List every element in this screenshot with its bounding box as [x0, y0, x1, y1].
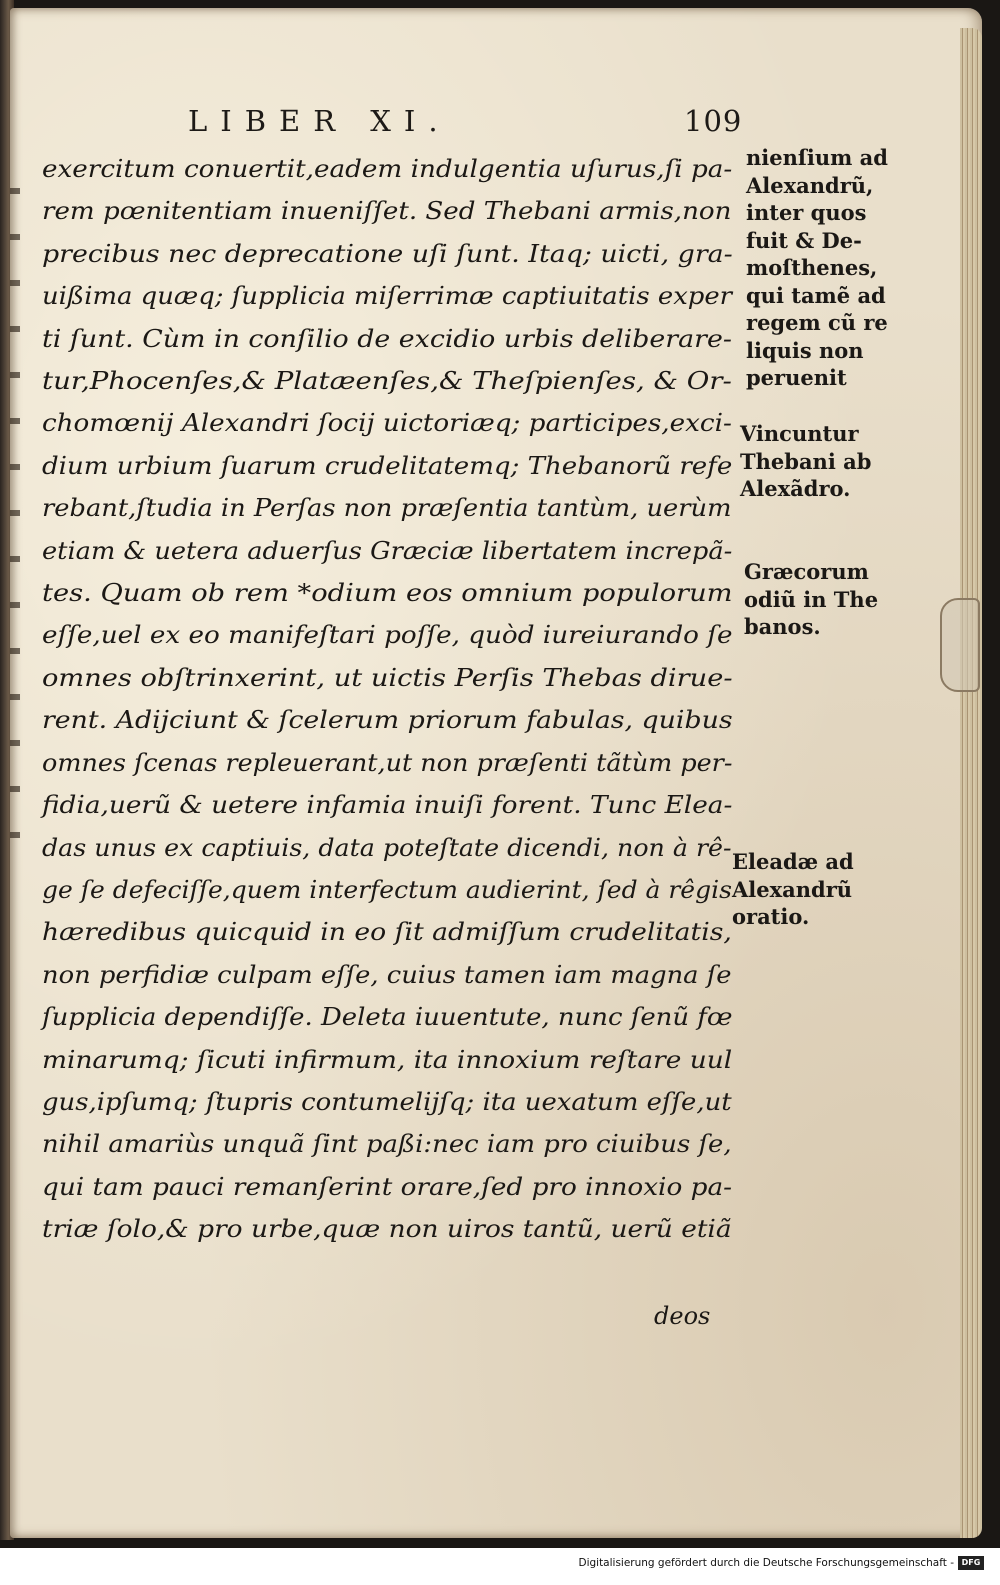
marginal-line: Vincuntur: [740, 421, 859, 446]
text-line: triæ ſolo,& pro urbe,quæ non uiros tantũ, uerũ etiã: [42, 1215, 732, 1244]
marginal-line: Græcorum: [744, 559, 869, 584]
funding-credit: Digitalisierung gefördert durch die Deutsche Forschungsgemeinschaft -: [578, 1557, 954, 1569]
text-line: uißima quæq; ſupplicia miſerrimæ captiuitatis exper: [42, 282, 733, 311]
text-line: qui tam pauci remanſerint orare,ſed pro innoxio pa-: [42, 1172, 733, 1201]
clip-shape: [940, 598, 980, 692]
text-line: omnes ſcenas repleuerant,ut non præſenti tãtùm per-: [42, 748, 733, 777]
text-line: fidia,uerũ & uetere infamia inuiſi forent. Tunc Elea-: [42, 791, 733, 820]
text-line: ge ſe defeciſſe,quem interfectum audierint, ſed à rêgis: [42, 875, 732, 904]
marginal-line: Alexandrũ,: [746, 172, 874, 198]
marginal-line: odiũ in The: [744, 586, 879, 612]
text-line: tes. Quam ob rem *odium eos omnium populorum: [42, 579, 733, 608]
marginal-line: peruenit: [746, 365, 847, 390]
gutter-bleed-marks: [10, 148, 20, 848]
marginal-note-eleadas-speech: [732, 848, 854, 931]
text-line: rebant,ſtudia in Perſas non præſentia tantùm, uerùm: [42, 494, 732, 523]
marginal-note-greek-hatred: [744, 558, 878, 641]
marginal-line: Eleadæ ad: [732, 849, 854, 874]
text-line: non perfidiæ culpam eſſe, cuius tamen iam magna ſe: [42, 960, 732, 989]
marginal-note-athenian-envoys: [746, 144, 888, 392]
text-line: eſſe,uel ex eo manifeſtari poſſe, quòd iureiurando ſe: [42, 621, 733, 650]
marginal-line: Alexandrũ: [732, 876, 853, 902]
text-line: ſupplicia dependiſſe. Deleta iuuentute, nunc ſenũ fœ: [42, 1003, 733, 1032]
catchword: deos: [654, 1302, 711, 1330]
text-line: nihil amariùs unquã ſint paßi:nec iam pro ciuibus ſe,: [42, 1130, 732, 1159]
text-line: exercitum conuertit,eadem indulgentia uſurus,ſi pa-: [42, 155, 733, 183]
marginal-note-thebans-defeated: [740, 420, 871, 503]
marginal-line: fuit & De-: [746, 227, 862, 253]
text-line: omnes obſtrinxerint, ut uictis Perſis Thebas dirue-: [42, 663, 733, 692]
text-line: precibus nec deprecatione uſi ſunt. Itaq; uicti, gra-: [42, 239, 733, 268]
text-line: rem pœnitentiam inueniſſet. Sed Thebani armis,non: [42, 197, 732, 226]
text-line: gus,ipſumq; ſtupris contumelijſq; ita uexatum eſſe,ut: [42, 1087, 732, 1116]
fore-edge: [960, 28, 982, 1538]
marginal-line: liquis non: [746, 337, 864, 363]
text-line: dium urbium ſuarum crudelitatemq; Thebanorũ refe: [42, 451, 733, 480]
text-line: rent. Adijciunt & ſcelerum priorum fabulas, quibus: [42, 706, 733, 735]
text-line: das unus ex captiuis, data poteſtate dicendi, non à rê-: [42, 833, 732, 862]
page-number: 109: [684, 104, 743, 138]
text-line: chomœnij Alexandri ſocij uictoriæq; participes,exci-: [42, 409, 732, 438]
marginal-line: banos.: [744, 614, 821, 639]
marginal-line: qui tamẽ ad: [746, 282, 886, 308]
marginal-line: oratio.: [732, 904, 810, 929]
marginal-line: regem cũ re: [746, 310, 888, 335]
marginal-line: inter quos: [746, 200, 867, 225]
running-head: LIBER XI.: [188, 104, 451, 138]
main-text-block: [42, 148, 732, 1251]
dfg-logo: DFG: [958, 1556, 984, 1570]
marginal-line: nienſium ad: [746, 145, 888, 170]
text-line: minarumq; ſicuti infirmum, ita innoxium reſtare uul: [42, 1045, 733, 1074]
text-line: tur,Phocenſes,& Platæenſes,& Theſpienſes, & Or-: [42, 367, 732, 396]
marginal-line: moſthenes,: [746, 255, 878, 280]
marginal-line: Alexãdro.: [740, 476, 851, 501]
text-line: hæredibus quicquid in eo ſit admiſſum crudelitatis,: [42, 918, 732, 947]
marginal-line: Thebani ab: [740, 448, 872, 474]
text-line: etiam & uetera aduerſus Græciæ libertatem increpã-: [42, 536, 733, 565]
text-line: ti ſunt. Cùm in conſilio de excidio urbis deliberare-: [42, 324, 732, 353]
